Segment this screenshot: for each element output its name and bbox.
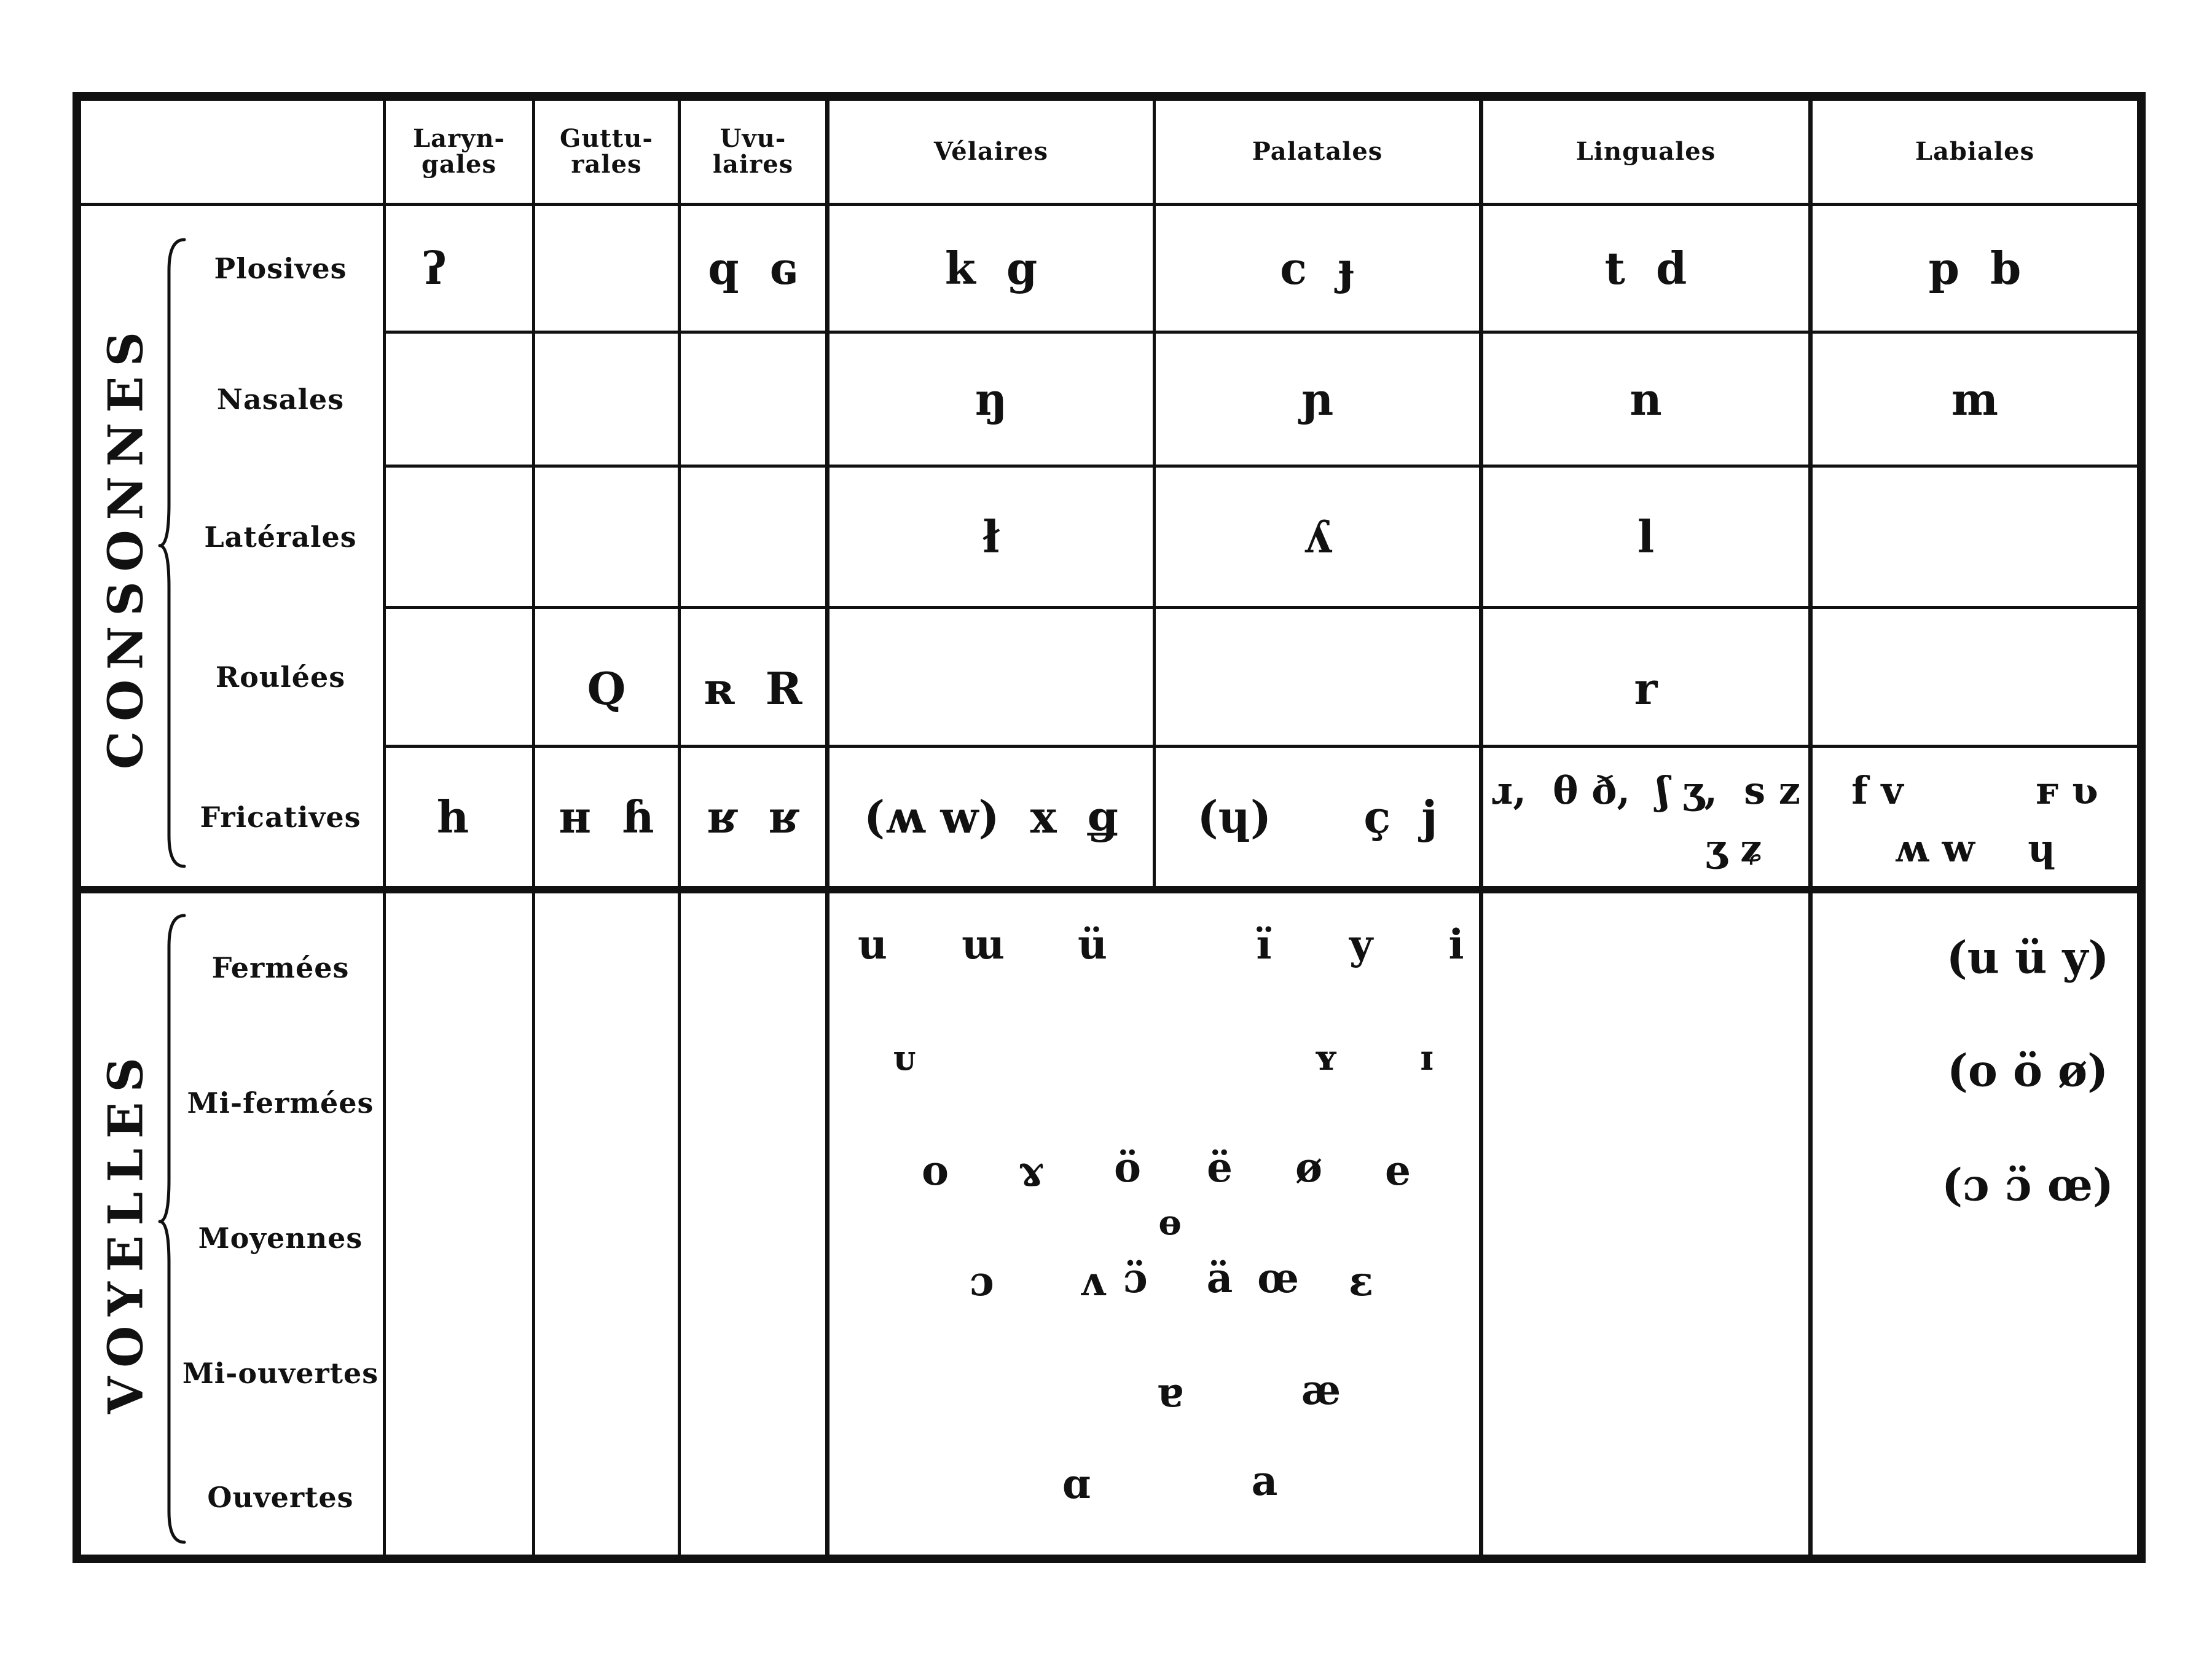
- symbol-cell: h: [436, 791, 469, 843]
- row-label-ouvertes: Ouvertes: [207, 1481, 354, 1514]
- labial-vowel-set: (ɔ ɔ̈ œ): [1942, 1158, 2114, 1211]
- row-label-laterales: Latérales: [204, 520, 357, 554]
- vowel-symbol: ɯ: [962, 920, 1005, 968]
- row-label-fermees: Fermées: [211, 951, 350, 984]
- header-uvulaires: Uvu- laires: [712, 124, 794, 179]
- vowel-symbol: a: [1251, 1457, 1278, 1505]
- vowel-symbol: y: [1349, 920, 1373, 968]
- symbol-cell: ʎ: [1303, 511, 1332, 563]
- labial-vowel-set: (u ü y): [1946, 931, 2109, 984]
- header-velaires: Vélaires: [933, 137, 1049, 166]
- symbol-cell: k g: [944, 242, 1038, 294]
- vowel-symbol: ɤ: [1018, 1147, 1044, 1194]
- header-gutturales: Guttu- rales: [560, 124, 653, 179]
- row-label-fricatives: Fricatives: [200, 800, 361, 834]
- vowel-symbol: ɔ: [969, 1257, 995, 1305]
- row-label-mi-ouvertes: Mi-ouvertes: [182, 1357, 379, 1390]
- symbol-cell: ʔ: [422, 242, 447, 294]
- vowel-symbol: œ: [1257, 1254, 1299, 1302]
- group-label-consonnes: CONSONNES: [98, 322, 154, 769]
- symbol-cell: t d: [1604, 242, 1687, 294]
- row-label-nasales: Nasales: [216, 382, 345, 416]
- symbol-cell: q ɢ: [708, 242, 798, 294]
- header-palatales: Palatales: [1252, 137, 1383, 166]
- symbol-cell: p b: [1928, 242, 2022, 294]
- vowel-symbol: ɐ: [1156, 1368, 1183, 1416]
- symbol-cell: Q: [587, 662, 626, 715]
- labial-vowel-set: (o ö ø): [1947, 1044, 2109, 1097]
- section-rule: [81, 886, 2137, 893]
- symbol-cell: r: [1634, 662, 1658, 715]
- vowel-symbol: ɵ: [1158, 1202, 1182, 1243]
- vowel-symbol: ʌ: [1079, 1257, 1106, 1305]
- header-labiales: Labiales: [1915, 137, 2035, 166]
- vowel-symbol: u: [858, 920, 887, 968]
- row-label-moyennes: Moyennes: [198, 1222, 363, 1255]
- vowel-symbol: ü: [1078, 920, 1107, 968]
- vowel-symbol: ɑ: [1062, 1460, 1091, 1508]
- vowel-symbol: ö: [1113, 1143, 1142, 1191]
- symbol-cell: (ʍ w) x ǥ: [864, 791, 1118, 843]
- vowel-symbol: o: [921, 1147, 949, 1194]
- header-linguales: Linguales: [1575, 137, 1716, 166]
- symbol-cell: c ɟ: [1280, 242, 1355, 294]
- symbol-cell: ʁ ʁ: [707, 791, 799, 843]
- vowel-symbol: e: [1385, 1147, 1411, 1194]
- vowel-symbol: ë: [1207, 1143, 1233, 1191]
- vowel-symbol: ɛ: [1348, 1257, 1374, 1305]
- group-label-voyelles: VOYELLES: [98, 1048, 154, 1414]
- vowel-symbol: ᴜ: [893, 1038, 916, 1078]
- symbol-cell: ɲ: [1301, 373, 1334, 425]
- symbol-cell: l: [1637, 511, 1655, 563]
- row-label-mi-fermees: Mi-fermées: [187, 1086, 374, 1120]
- row-rule: [385, 606, 2137, 609]
- column-divider: [825, 97, 830, 1559]
- column-divider: [1808, 97, 1813, 1559]
- symbol-cell: ł: [982, 511, 1000, 563]
- symbol-cell: ŋ: [975, 373, 1008, 425]
- vowel-symbol: ï: [1256, 920, 1272, 968]
- vowel-symbol: ɪ: [1420, 1038, 1433, 1078]
- symbol-cell: ʒ ʑ: [1705, 825, 1762, 871]
- column-divider: [1479, 97, 1483, 1559]
- symbol-cell: ʀ R: [704, 662, 802, 715]
- row-label-plosives: Plosives: [214, 251, 347, 285]
- vowel-symbol: ɔ̈: [1123, 1254, 1148, 1302]
- row-label-roulees: Roulées: [215, 660, 346, 694]
- header-laryngales: Laryn- gales: [412, 124, 506, 179]
- symbol-cell: (ɥ) ç j: [1197, 791, 1438, 843]
- vowel-symbol: ʏ: [1313, 1038, 1339, 1078]
- symbol-cell: f v ꜰ ʋ: [1851, 767, 2098, 813]
- vowel-symbol: æ: [1301, 1366, 1341, 1414]
- symbol-cell: ʍ w ɥ: [1894, 825, 2056, 871]
- symbol-cell: ɹ, θ ð, ʃ ʒ, s z: [1491, 767, 1800, 813]
- symbol-cell: m: [1951, 373, 1999, 425]
- vowel-symbol: ø: [1295, 1143, 1323, 1191]
- symbol-cell: ʜ ɦ: [559, 791, 654, 843]
- vowel-symbol: i: [1448, 920, 1464, 968]
- vowel-symbol: ä: [1206, 1254, 1233, 1302]
- symbol-cell: n: [1630, 373, 1662, 425]
